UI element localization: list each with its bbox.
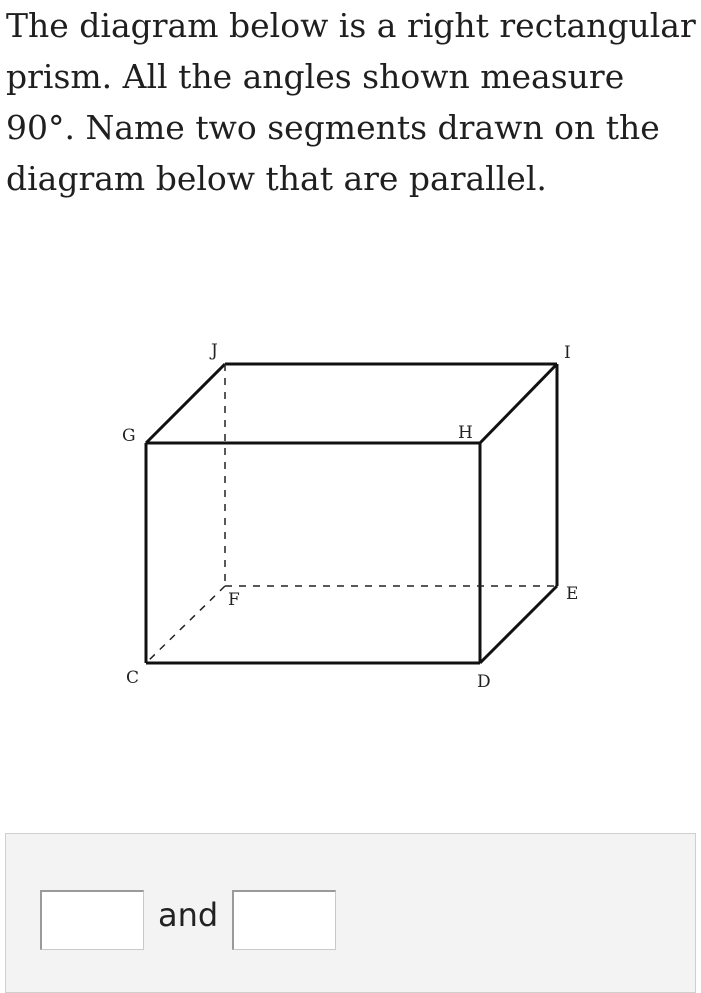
answer-panel (5, 833, 696, 993)
vertex-label-c: C (126, 668, 140, 688)
vertex-label-f: F (228, 590, 240, 610)
prism-diagram (0, 300, 701, 720)
edge-ih (480, 364, 557, 443)
vertex-label-h: H (458, 423, 473, 443)
vertex-label-d: D (477, 672, 491, 692)
edge-ed (480, 586, 557, 663)
vertex-label-j: J (211, 341, 218, 361)
edge-fc-hidden (146, 586, 225, 663)
edge-gj (146, 364, 225, 443)
vertex-label-e: E (566, 584, 579, 604)
question-text: The diagram below is a right rectangular prism. All the angles shown measure 90°. Name two segments drawn on the diagram below that are parallel. (6, 6, 696, 198)
vertex-label-g: G (122, 426, 136, 446)
second-segment-input[interactable] (232, 890, 336, 950)
vertex-label-i: I (564, 343, 571, 363)
and-label: and (158, 896, 219, 934)
first-segment-input[interactable] (40, 890, 144, 950)
